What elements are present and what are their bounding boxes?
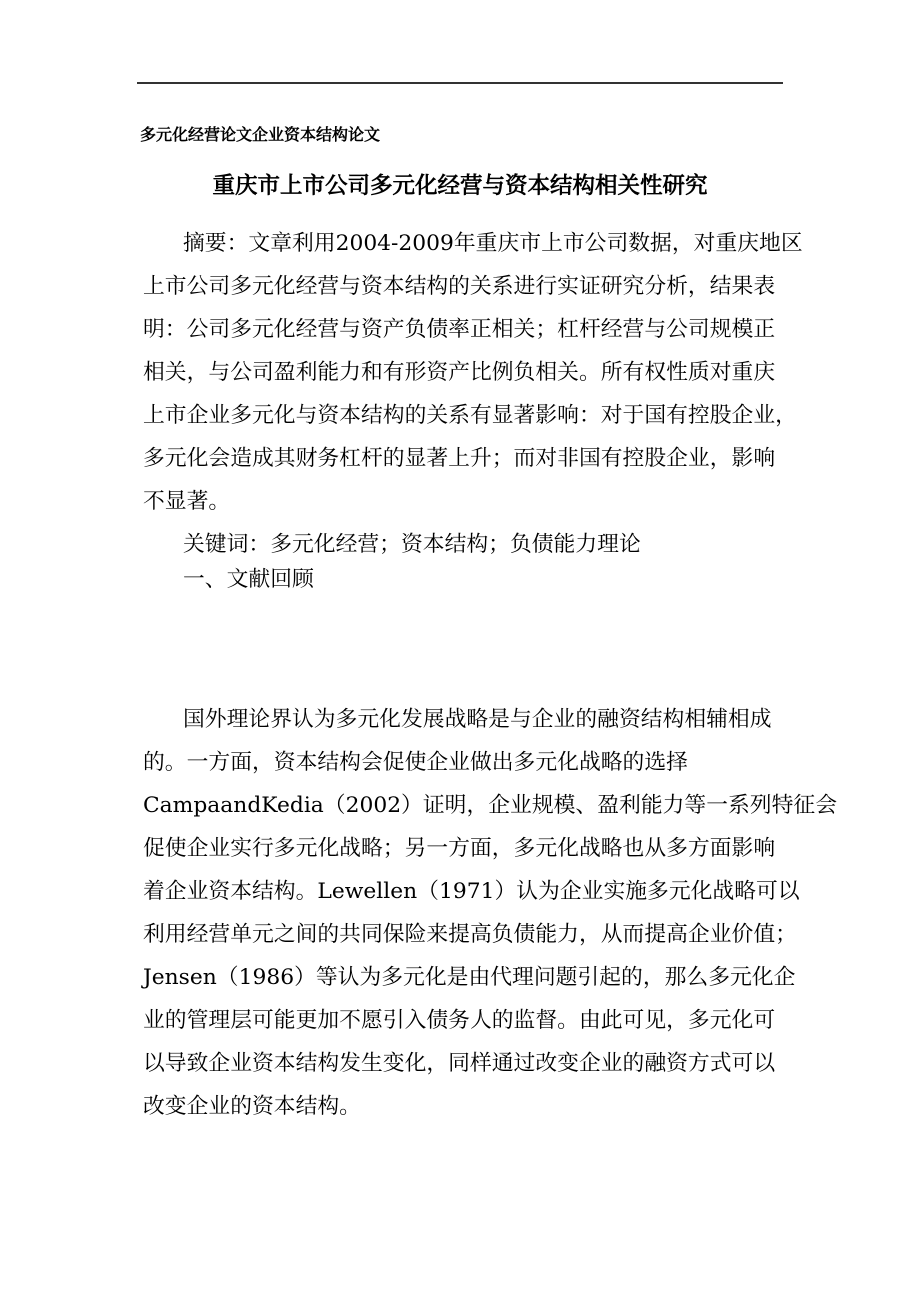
body-text-line: 上市公司多元化经营与资本结构的关系进行实证研究分析，结果表 bbox=[143, 274, 776, 299]
body-text-line: 着企业资本结构。Lewellen（1971）认为企业实施多元化战略可以 bbox=[143, 879, 800, 904]
body-text-line: 的。一方面，资本结构会促使企业做出多元化战略的选择 bbox=[143, 750, 688, 775]
keywords-line: 关键词：多元化经营；资本结构；负债能力理论 bbox=[183, 532, 641, 557]
body-text-line: 以导致企业资本结构发生变化，同样通过改变企业的融资方式可以 bbox=[143, 1051, 776, 1076]
body-text-line: 国外理论界认为多元化发展战略是与企业的融资结构相辅相成 bbox=[183, 707, 772, 732]
page-title: 重庆市上市公司多元化经营与资本结构相关性研究 bbox=[212, 173, 708, 199]
body-text-line: 业的管理层可能更加不愿引入债务人的监督。由此可见，多元化可 bbox=[143, 1008, 776, 1033]
document-header: 多元化经营论文企业资本结构论文 bbox=[140, 125, 381, 144]
body-text-line: 摘要：文章利用2004-2009年重庆市上市公司数据，对重庆地区 bbox=[183, 231, 803, 256]
body-text-line: Jensen（1986）等认为多元化是由代理问题引起的，那么多元化企 bbox=[143, 965, 796, 990]
body-text-line: CampaandKedia（2002）证明，企业规模、盈利能力等一系列特征会 bbox=[143, 793, 837, 818]
body-text-line: 多元化会造成其财务杠杆的显著上升；而对非国有控股企业，影响 bbox=[143, 446, 776, 471]
section-heading: 一、文献回顾 bbox=[183, 567, 314, 592]
body-text-line: 明：公司多元化经营与资产负债率正相关；杠杆经营与公司规模正 bbox=[143, 317, 776, 342]
body-text-line: 不显著。 bbox=[143, 489, 231, 514]
body-text-line: 利用经营单元之间的共同保险来提高负债能力，从而提高企业价值； bbox=[143, 922, 797, 947]
body-text-line: 促使企业实行多元化战略；另一方面，多元化战略也从多方面影响 bbox=[143, 836, 776, 861]
body-text-line: 上市企业多元化与资本结构的关系有显著影响：对于国有控股企业， bbox=[143, 403, 797, 428]
body-text-line: 改变企业的资本结构。 bbox=[143, 1094, 361, 1119]
body-text-line: 相关，与公司盈利能力和有形资产比例负相关。所有权性质对重庆 bbox=[143, 360, 776, 385]
header-rule bbox=[137, 82, 783, 84]
